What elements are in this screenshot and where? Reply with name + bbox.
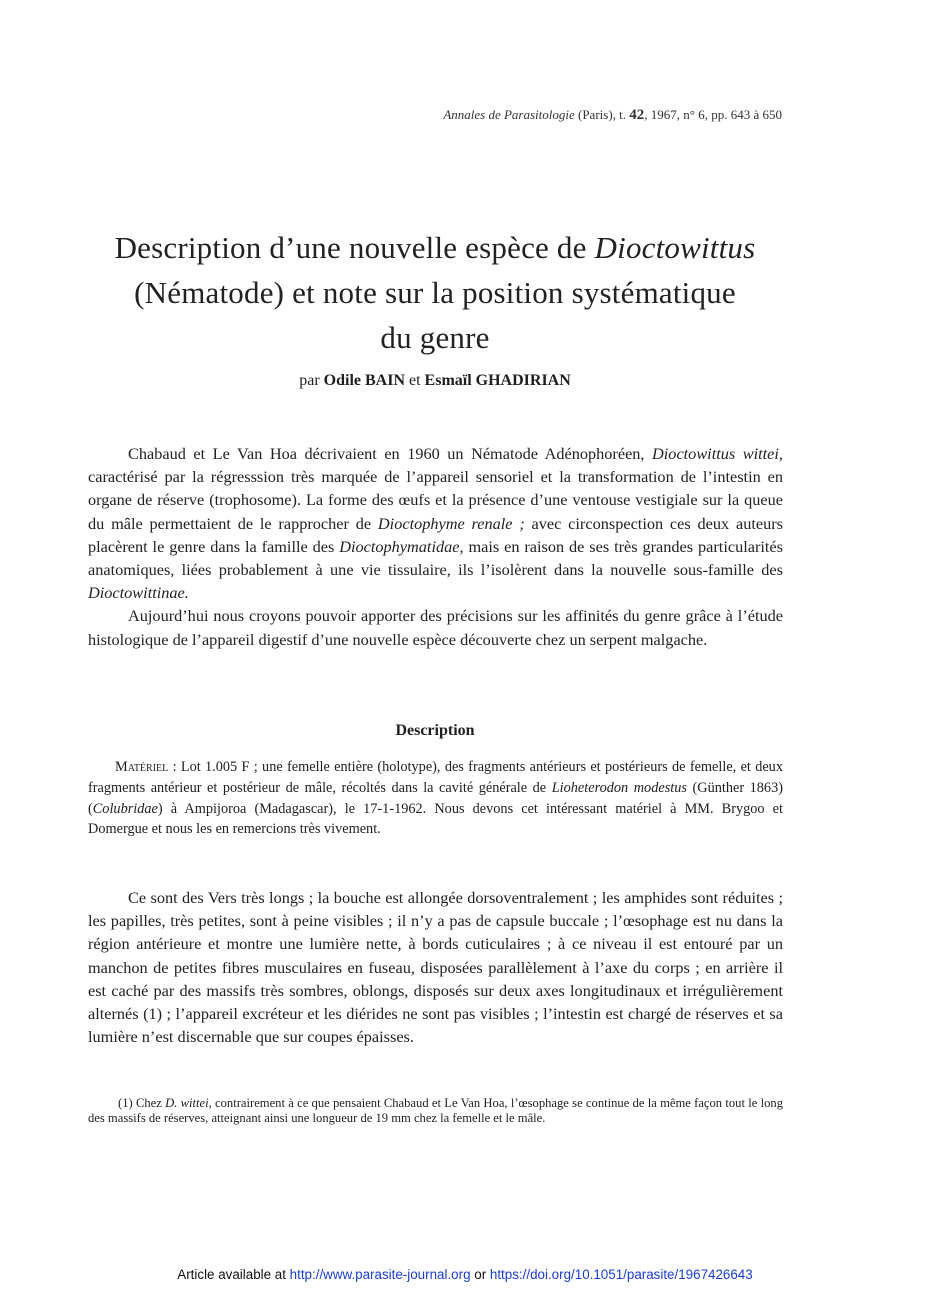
citation-details-b: , 1967, n° 6, pp. 643 à 650 (644, 107, 782, 122)
intro-paragraph-2: Aujourd’hui nous croyons pouvoir apporter des précisions sur les affinités du genre grâce à l’étude histologique de l’appareil digestif d’une nouvelle espèce découverte chez un serpent malgache. (88, 606, 783, 649)
section-heading: Description (395, 722, 475, 739)
journal-name: Annales de Parasitologie (443, 107, 575, 122)
footer-prefix: Article available at (177, 1267, 290, 1282)
intro-text-2: caractérisé par la régresssion très marquée de l’appareil sensoriel et la transformation de l’intestin en organe de réserve (trophosome). La forme des œufs et la présence d’une ventouse vestigiale sur la queue du mâle permettaient de le rapprocher de (88, 467, 783, 533)
title-part3: du genre (380, 320, 490, 355)
intro-text-1: Chabaud et Le Van Hoa décrivaient en 1960 un Nématode Adénophoréen, (128, 444, 653, 463)
introduction (88, 442, 783, 651)
material-text-3: ) à Ampijoroa (Madagascar), le 17-1-1962. Nous devons cet intéressant matériel à MM. Brygoo et Domergue et nous les en remercions très vivement. (88, 800, 783, 838)
title-genus: Dioctowittus (594, 230, 756, 265)
author-conjunction: et (405, 372, 425, 389)
author-1: Odile BAIN (323, 372, 405, 389)
author-line (0, 372, 870, 390)
citation-details-a: (Paris), t. (574, 107, 630, 122)
intro-family: Dioctophymatidae, (339, 536, 464, 556)
footnote (88, 1096, 783, 1125)
intro-species-2: Dioctophyme renale ; (377, 513, 525, 533)
material-text-1: Lot 1.005 F ; une femelle entière (holotype), des fragments antérieurs et postérieurs de femelle, et deux fragments antérieur et postérieur de mâle, récoltés dans la cavité générale de (88, 759, 783, 796)
paper-title (80, 225, 790, 360)
intro-species-1: Dioctowittus wittei, (652, 444, 783, 463)
footnote-species: D. wittei, (165, 1096, 212, 1110)
intro-text-3: avec circonspection ces deux auteurs placèrent le genre dans la famille des (88, 513, 783, 556)
material-label: Matériel : (115, 759, 177, 775)
author-prefix: par (299, 372, 324, 389)
doi-link[interactable]: https://doi.org/10.1051/parasite/1967426643 (489, 1267, 753, 1282)
material-host: Lioheterodon modestus (551, 779, 687, 796)
intro-text-4: mais en raison de ses très grandes particularités anatomiques, liées probablement à une vie tissulaire, ils l’isolèrent dans la nouvelle sous-famille des (88, 536, 783, 580)
material-paragraph (88, 757, 783, 840)
journal-link[interactable]: http://www.parasite-journal.org (289, 1267, 471, 1282)
title-part2: (Nématode) et note sur la position systématique (134, 275, 736, 310)
description-paragraph: Ce sont des Vers très longs ; la bouche est allongée dorsoventralement ; les amphides sont réduites ; les papilles, très petites, sont à peine visibles ; il n’y a pas de capsule buccale ; l’œsophage est nu dans la région antérieure et montre une lumière nette, à bords cuticulaires ; à ce niveau il est entouré par un manchon de petites fibres musculaires en fuseau, disposées parallèlement à l’axe du corps ; en arrière il est caché par des massifs très sombres, oblongs, disposés sur deux axes longitudinaux et irrégulièrement alternés (1) ; l’appareil excréteur et les diérides ne sont pas visibles ; l’intestin est chargé de réserves et sa lumière n’est discernable que sur coupes épaisses. (88, 888, 783, 1047)
article-availability-footer (0, 1267, 930, 1282)
journal-citation (443, 107, 782, 124)
volume-number: 42 (629, 107, 645, 123)
material-text-2: (Günther 1863) ( (88, 779, 783, 817)
footnote-text-2: contrairement à ce que pensaient Chabaud et Le Van Hoa, l’œsophage se continue de la même façon tout le long des massifs de réserves, atteignant ainsi une longueur de 19 mm chez la femelle et le mâle. (88, 1096, 783, 1125)
intro-subfamily: Dioctowittinae. (88, 583, 189, 603)
description-body (88, 886, 783, 1048)
footer-or: or (470, 1267, 490, 1282)
author-2: Esmaïl GHADIRIAN (424, 372, 571, 389)
footnote-text-1: (1) Chez (118, 1096, 166, 1110)
title-part1: Description d’une nouvelle espèce de (114, 230, 595, 265)
intro-paragraph-1 (88, 442, 783, 604)
material-family: Colubridae (92, 800, 158, 817)
